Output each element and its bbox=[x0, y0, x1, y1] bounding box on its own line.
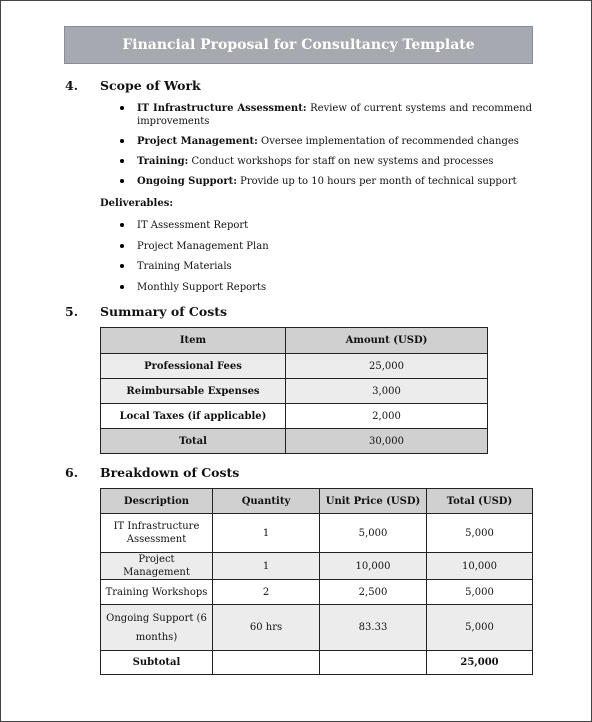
cell: Project Management bbox=[101, 553, 213, 580]
breakdown-table bbox=[100, 488, 533, 675]
cell: 2,500 bbox=[320, 580, 427, 605]
table-row bbox=[101, 404, 488, 429]
cell: IT Infrastructure Assessment bbox=[101, 514, 213, 553]
list-item: IT Assessment Report bbox=[119, 219, 532, 232]
section-5-number: 5. bbox=[65, 304, 79, 319]
deliverables-list bbox=[119, 219, 532, 301]
summary-table bbox=[100, 327, 488, 454]
list-item: Training Materials bbox=[119, 260, 532, 273]
cell: Total bbox=[101, 429, 286, 454]
cell: 2 bbox=[213, 580, 320, 605]
scope-item-text: Conduct workshops for staff on new systems and processes bbox=[188, 156, 494, 167]
section-5-title: Summary of Costs bbox=[100, 304, 228, 319]
cell bbox=[213, 651, 320, 675]
column-header: Quantity bbox=[213, 489, 320, 514]
cell bbox=[320, 651, 427, 675]
list-item: Project Management Plan bbox=[119, 240, 532, 253]
column-header: Description bbox=[101, 489, 213, 514]
table-row bbox=[101, 354, 488, 379]
table-row bbox=[101, 429, 488, 454]
cell: 60 hrs bbox=[213, 605, 320, 651]
table-header-row bbox=[101, 328, 488, 354]
cell: 83.33 bbox=[320, 605, 427, 651]
scope-item-text: Provide up to 10 hours per month of technical support bbox=[236, 176, 517, 187]
cell: 5,000 bbox=[427, 580, 533, 605]
list-item bbox=[119, 135, 532, 148]
title-banner bbox=[64, 26, 533, 64]
column-header: Total (USD) bbox=[427, 489, 533, 514]
section-6-title: Breakdown of Costs bbox=[100, 465, 240, 480]
table-row bbox=[101, 605, 533, 651]
column-header: Unit Price (USD) bbox=[320, 489, 427, 514]
cell: 1 bbox=[213, 514, 320, 553]
scope-item-text: Review of current systems and recommend improvements bbox=[137, 103, 532, 127]
cell: 3,000 bbox=[286, 379, 488, 404]
cell: 1 bbox=[213, 553, 320, 580]
cell: 5,000 bbox=[427, 514, 533, 553]
scope-item-label: Project Management: bbox=[137, 136, 258, 147]
scope-item-label: Training: bbox=[137, 156, 189, 167]
cell: 2,000 bbox=[286, 404, 488, 429]
column-header: Amount (USD) bbox=[286, 328, 488, 354]
list-item bbox=[119, 175, 532, 188]
deliverables-label: Deliverables: bbox=[100, 198, 174, 209]
table-row bbox=[101, 651, 533, 675]
cell: 10,000 bbox=[320, 553, 427, 580]
cell: 5,000 bbox=[320, 514, 427, 553]
scope-item-text: Oversee implementation of recommended changes bbox=[257, 136, 519, 147]
scope-list bbox=[119, 102, 532, 195]
cell: 25,000 bbox=[427, 651, 533, 675]
table-row bbox=[101, 514, 533, 553]
table-row bbox=[101, 580, 533, 605]
cell: 25,000 bbox=[286, 354, 488, 379]
cell: Ongoing Support (6 months) bbox=[101, 605, 213, 651]
section-4-title: Scope of Work bbox=[100, 78, 201, 93]
cell: Reimbursable Expenses bbox=[101, 379, 286, 404]
cell: Local Taxes (if applicable) bbox=[101, 404, 286, 429]
cell: Training Workshops bbox=[101, 580, 213, 605]
section-4-number: 4. bbox=[65, 78, 79, 93]
table-row bbox=[101, 379, 488, 404]
list-item bbox=[119, 155, 532, 168]
document-title: Financial Proposal for Consultancy Template bbox=[122, 37, 475, 53]
cell: Professional Fees bbox=[101, 354, 286, 379]
list-item bbox=[119, 102, 532, 128]
cell: 10,000 bbox=[427, 553, 533, 580]
table-header-row bbox=[101, 489, 533, 514]
scope-item-label: Ongoing Support: bbox=[137, 176, 237, 187]
cell: 30,000 bbox=[286, 429, 488, 454]
section-6-number: 6. bbox=[65, 465, 79, 480]
scope-item-label: IT Infrastructure Assessment: bbox=[137, 103, 307, 114]
column-header: Item bbox=[101, 328, 286, 354]
list-item: Monthly Support Reports bbox=[119, 281, 532, 294]
table-row bbox=[101, 553, 533, 580]
cell: 5,000 bbox=[427, 605, 533, 651]
cell: Subtotal bbox=[101, 651, 213, 675]
